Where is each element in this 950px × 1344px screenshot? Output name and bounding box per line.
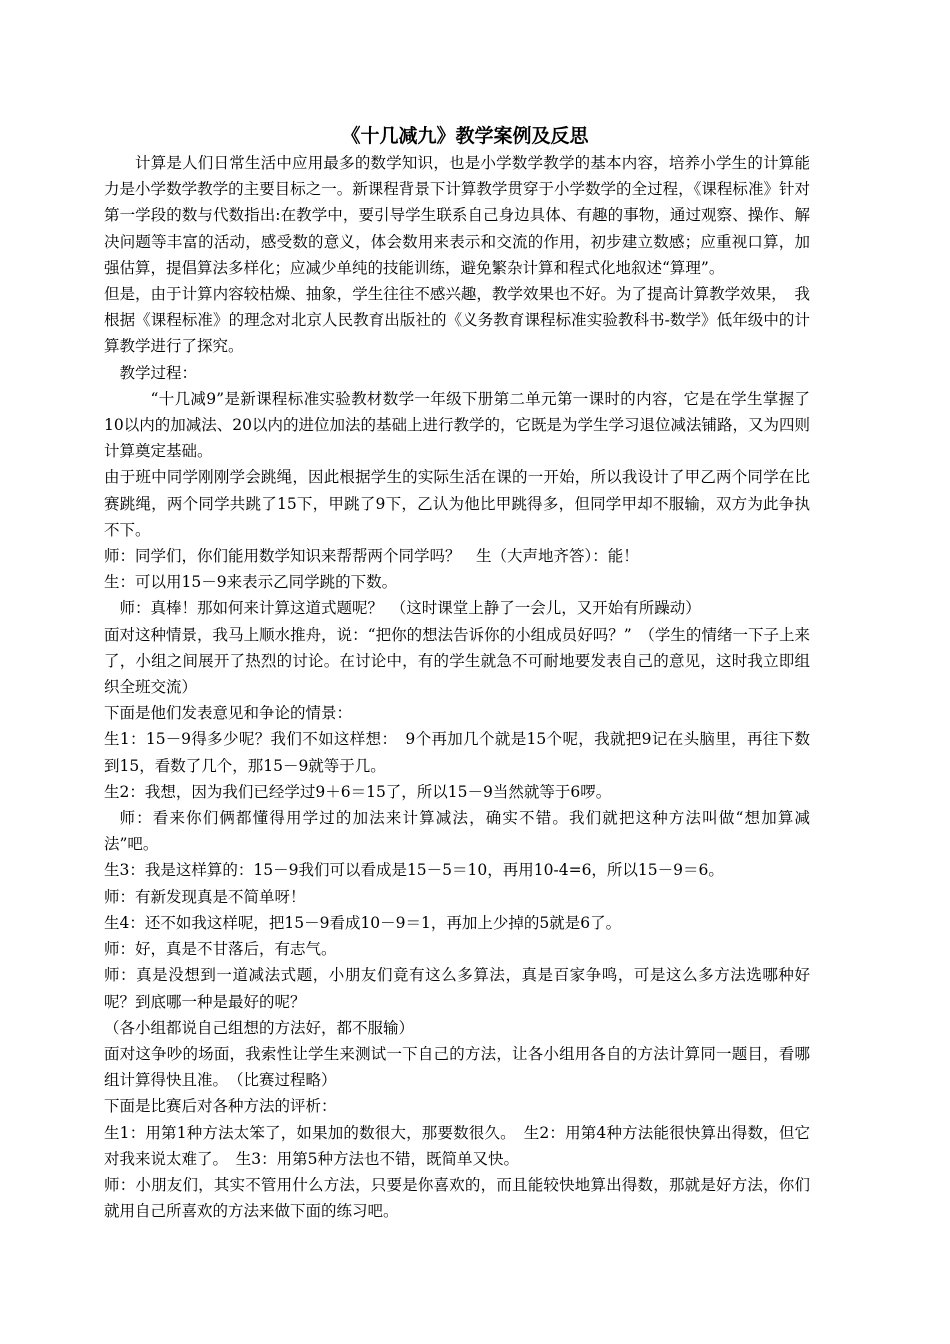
- document-title: 《十几减九》教学案例及反思: [341, 125, 589, 147]
- dialogue-line: 师：真是没想到一道减法式题，小朋友们竟有这么多算法，真是百家争鸣，可是这么多方法选哪种好呢？到底哪一种是最好的呢？: [104, 966, 810, 1011]
- paragraph-groups-note: （各小组都说自己组想的方法好，都不服输）: [104, 1018, 415, 1037]
- paragraph-debate-intro: 下面是他们发表意见和争论的情景：: [104, 704, 353, 723]
- paragraph-lesson-content: “十几减9”是新课程标准实验教材数学一年级下册第二单元第一课时的内容，它是在学生掌握了10以内的加减法、20以内的进位加法的基础上进行教学的，它既是为学生学习退位减法铺路，又为四则计算奠定基础。: [104, 389, 810, 461]
- paragraph-intro: 计算是人们日常生活中应用最多的数学知识，也是小学数学教学的基本内容，培养小学生的计算能力是小学数学教学的主要目标之一。新课程背景下计算教学贯穿于小学数学的全过程，《课程标准》针对第一学段的数与代数指出:在教学中，要引导学生联系自己身边具体、有趣的事物，通过观察、操作、解决问题等丰富的活动，感受数的意义，体会数用来表示和交流的作用，初步建立数感；应重视口算，加强估算，提倡算法多样化；应减少单纯的技能训练，避免繁杂计算和程式化地叙述“算理”。: [104, 154, 810, 277]
- dialogue-line: 生4：还不如我这样呢，把15－9看成10－9＝1，再加上少掉的5就是6了。: [104, 913, 622, 932]
- dialogue-line: 师：好，真是不甘落后，有志气。: [104, 940, 337, 959]
- paragraph-scenario: 由于班中同学刚刚学会跳绳，因此根据学生的实际生活在课的一开始，所以我设计了甲乙两个同学在比赛跳绳，两个同学共跳了15下，甲跳了9下，乙认为他比甲跳得多，但同学甲却不服输，双方为此争执不下。: [104, 468, 810, 539]
- dialogue-line: 生1：用第1种方法太笨了，如果加的数很大，那要数很久。 生2：用第4种方法能很快算出得数，但它对我来说太难了。 生3：用第5种方法也不错，既简单又快。: [104, 1123, 810, 1168]
- dialogue-line: 师：有新发现真是不简单呀！: [104, 887, 306, 906]
- dialogue-line: 师：小朋友们，其实不管用什么方法，只要是你喜欢的，而且能较快地算出得数，那就是好方法，你们就用自己所喜欢的方法来做下面的练习吧。: [104, 1175, 810, 1221]
- dialogue-line: 生2：我想，因为我们已经学过9＋6＝15了，所以15－9当然就等于6啰。: [104, 782, 612, 801]
- paragraph-however: 但是，由于计算内容较枯燥、抽象，学生往往不感兴趣，教学效果也不好。为了提高计算教学效果， 我根据《课程标准》的理念对北京人民教育出版社的《义务教育课程标准实验教科书-数学》低年级中的计算教学进行了探究。: [104, 285, 810, 356]
- paragraph-competition: 面对这争吵的场面，我索性让学生来测试一下自己的方法，让各小组用各自的方法计算同一题目，看哪组计算得快且准。 （比赛过程略）: [104, 1044, 810, 1090]
- dialogue-line: 师：看来你们俩都懂得用学过的加法来计算减法，确实不错。我们就把这种方法叫做“想加算减法”吧。: [104, 809, 810, 854]
- paragraph-evaluation-intro: 下面是比赛后对各种方法的评析：: [104, 1097, 337, 1116]
- dialogue-line: 师：真棒！那如何来计算这道式题呢？ （这时课堂上静了一会儿，又开始有所躁动）: [119, 599, 701, 618]
- dialogue-line: 生1：15－9得多少呢？我们不如这样想： 9个再加几个就是15个呢，我就把9记在头脑里，再往下数到15，看数了几个，那15－9就等于几。: [104, 730, 810, 775]
- document-body: [104, 150, 810, 1224]
- dialogue-line: 生：可以用15－9来表示乙同学跳的下数。: [104, 573, 398, 592]
- paragraph-discussion: 面对这种情景，我马上顺水推舟，说：“把你的想法告诉你的小组成员好吗？” （学生的情绪一下子上来了，小组之间展开了热烈的讨论。在讨论中，有的学生就急不可耐地要发表自己的意见，这时我立即组织全班交流）: [104, 625, 810, 697]
- dialogue-line: 生3：我是这样算的：15－9我们可以看成是15－5＝10，再用10-4=6，所以15－9＝6。: [104, 861, 724, 880]
- dialogue-line: 师：同学们，你们能用数学知识来帮帮两个同学吗？ 生（大声地齐答）：能！: [104, 547, 639, 566]
- section-heading-process: 教学过程：: [119, 363, 198, 382]
